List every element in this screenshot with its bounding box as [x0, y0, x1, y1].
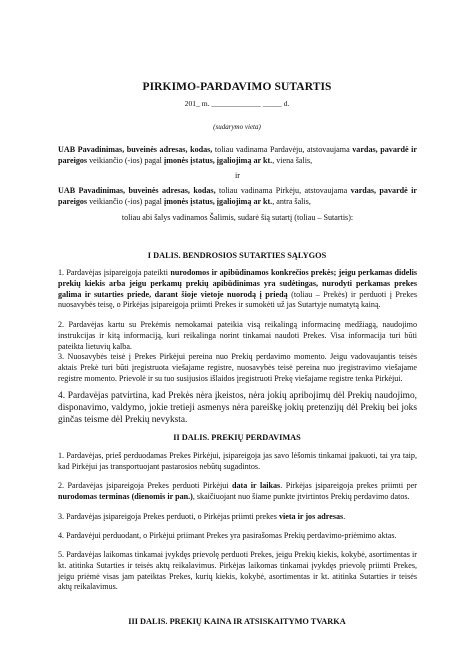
section-1-heading: I DALIS. BENDROSIOS SUTARTIES SĄLYGOS: [147, 251, 327, 260]
buyer-authority-basis: įmonės įstatus, įgaliojimą ar kt.: [163, 196, 273, 206]
section-1-clause-2: 2. Pardavėjas kartu su Prekėmis nemokamai pateikia visą reikalingą informacinę medžiagą, naudojimo instrukcijas ir kitą informaciją, kuri reikalinga norint tinkamai naudoti Prekes. Visa informacija turi būti pateikta lietuvių kalba.: [58, 320, 417, 351]
seller-authority-basis: įmonės įstatus, įgaliojimą ar kt.: [163, 155, 273, 165]
section-2-clause-2: 2. Pardavėjas įsipareigoja Prekes perduoti Pirkėjui data ir laikas. Pirkėjas įsipareigoja prekes priimti per nurodomas terminas (dienomis ir pan.), skaičiuojant nuo šiame punkte įtvirtintos Prekių perdavimo datos.: [58, 481, 417, 501]
place-caption: (sudarymo vieta): [213, 123, 261, 131]
buyer-representative: vardas, pavardė ir pareigos: [58, 186, 418, 206]
section-1-clause-4: 4. Pardavėjas patvirtina, kad Prekės nėra įkeistos, nėra jokių apribojimų dėl Prekių naudojimo, disponavimo, valdymo, jokie tretieji asmenys nėra pareiškę jokių pretenzijų dėl Prekių bei joks ginčas teisme dėl Prekių nevyksta.: [58, 391, 417, 426]
section-1-clause-1: 1. Pardavėjas įsipareigoja pateikti nurodomos ir apibūdinamos konkrečios prekės; jeigu perkamas didelis prekių kiekis arba jeigu perkamų prekių apibūdinimas yra sudėtingas, nurodyti perkamas prekes galima ir sutarties priede, darant šioje vietoje nuorodą į priedą (toliau – Prekės) ir perduoti į Prekes nuosavybės teisę, o Pirkėjas įsipareigoja priimti Prekes ir sumokėti už jas Sutartyje numatytą kainą.: [58, 268, 418, 310]
seller-company-name: UAB Pavadinimas, buveinės adresas, kodas,: [58, 145, 213, 154]
section-2-clause-1: 1. Pardavėjas, prieš perduodamas Prekes Pirkėjui, įsipareigoja jas savo lėšomis tinkamai įpakuoti, tai yra taip, kad Pirkėjui jas transportuojant pastarosios nebūtų sugadintos.: [58, 451, 417, 471]
seller-representative: vardas, pavardė ir pareigos: [58, 145, 417, 165]
party-buyer-paragraph: UAB Pavadinimas, buveinės adresas, kodas, toliau vadinama Pirkėju, atstovaujama vardas, pavardė ir pareigos veikiančio (-ios) pagal įmonės įstatus, įgaliojimą ar kt., antra šalis,: [58, 186, 418, 206]
and-word: ir: [235, 171, 240, 180]
section-1-clause-3: 3. Nuosavybės teisė į Prekes Pirkėjui pereina nuo Prekių perdavimo momento. Jeigu vadovaujantis teisės aktais Prekė turi būti įregistruota viešajame registre, nuosavybės teisė pereina nuo įregistravimo viešajame registre momento. Prievolė ir su tuo susijusios išlaidos įregistruoti Prekę viešajame registre tenka Pirkėjui.: [58, 352, 417, 383]
intro-closing: toliau abi šalys vadinamos Šalimis, sudarė šią sutartį (toliau – Sutartis):: [121, 213, 354, 222]
section-2-heading: II DALIS. PREKIŲ PERDAVIMAS: [173, 433, 301, 442]
buyer-company-name: UAB Pavadinimas, buveinės adresas, kodas,: [58, 186, 216, 195]
date-line: 201_ m. _____________ _____ d.: [184, 99, 290, 108]
party-seller-paragraph: UAB Pavadinimas, buveinės adresas, kodas, toliau vadinama Pardavėju, atstovaujama vardas, pavardė ir pareigos veikiančio (-ios) pagal įmonės įstatus, įgaliojimą ar kt., viena šalis,: [58, 145, 417, 165]
section-2-clause-3: 3. Pardavėjas įsipareigoja Prekes perduoti, o Pirkėjas priimti prekes vieta ir jos adresas.: [58, 512, 346, 521]
section-2-clause-5: 5. Pardavėjas laikomas tinkamai įvykdęs prievolę perduoti Prekes, jeigu Prekių kiekis, kokybė, asortimentas ir kt. atitinka Sutarties ir teisės aktų reikalavimus. Pirkėjas laikomas tinkamai įvykdęs prievolę priimti Prekes, jeigu priėmė visas jam pateiktas Prekes, kurių kiekis, kokybė, asortimentas ir kt. atitinka Sutarties ir teisės aktų reikalavimus.: [58, 550, 417, 592]
section-3-heading: III DALIS. PREKIŲ KAINA IR ATSISKAITYMO TVARKA: [128, 617, 346, 626]
section-2-clause-4: 4. Pardavėjui perduodant, o Pirkėjui priimant Prekes yra pasirašomas Prekių perdavimo-priėmimo aktas.: [58, 531, 397, 540]
document-title: PIRKIMO-PARDAVIMO SUTARTIS: [142, 81, 332, 93]
